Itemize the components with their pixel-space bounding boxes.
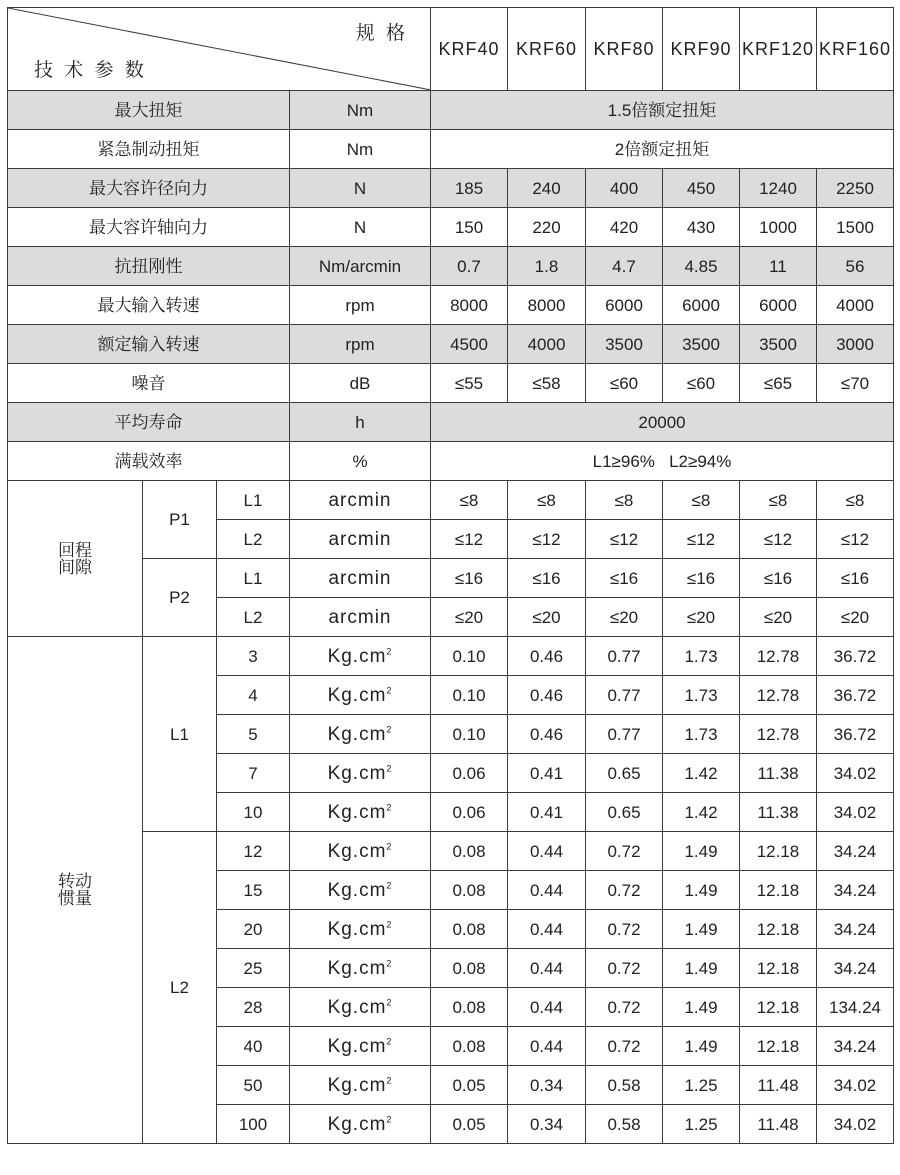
value-cell: 240 (508, 169, 586, 208)
ratio-label: 100 (217, 1105, 290, 1144)
unit-superscript: 2 (386, 997, 393, 1008)
value-cell: ≤12 (586, 520, 663, 559)
value-cell: 56 (817, 247, 894, 286)
value-cell: 0.08 (431, 910, 508, 949)
value-cell: 430 (663, 208, 740, 247)
merged-value-cell: 1.5倍额定扭矩 (431, 91, 894, 130)
value-cell: ≤8 (663, 481, 740, 520)
value-cell: 36.72 (817, 637, 894, 676)
value-cell: 1.8 (508, 247, 586, 286)
value-cell: 11 (740, 247, 817, 286)
value-cell: 1.73 (663, 676, 740, 715)
value-cell: 34.24 (817, 949, 894, 988)
value-cell: 12.18 (740, 910, 817, 949)
group-label-line: 转动 (58, 872, 92, 891)
value-cell: ≤16 (663, 559, 740, 598)
value-cell: 1.49 (663, 871, 740, 910)
value-cell: 6000 (663, 286, 740, 325)
inertia-unit (290, 754, 431, 793)
inertia-stage-label: L1 (143, 637, 217, 832)
parameter-unit: dB (290, 364, 431, 403)
unit-base: Kg.cm (327, 1035, 387, 1057)
value-cell: 0.72 (586, 832, 663, 871)
value-cell: 12.18 (740, 988, 817, 1027)
unit-superscript: 2 (386, 919, 393, 930)
value-cell: 1500 (817, 208, 894, 247)
value-cell: ≤12 (740, 520, 817, 559)
header-corner-cell (8, 8, 431, 91)
unit-superscript: 2 (386, 841, 393, 852)
value-cell: ≤8 (508, 481, 586, 520)
value-cell: 1.49 (663, 1027, 740, 1066)
parameter-name: 额定输入转速 (8, 325, 290, 364)
value-cell: 1.42 (663, 793, 740, 832)
value-cell: 36.72 (817, 715, 894, 754)
value-cell: 0.44 (508, 988, 586, 1027)
parameter-row (8, 169, 894, 208)
value-cell: 0.06 (431, 754, 508, 793)
backlash-group-label: P2 (143, 559, 217, 637)
group-label-line: 惯量 (58, 889, 92, 908)
parameter-name: 紧急制动扭矩 (8, 130, 290, 169)
parameter-name: 最大输入转速 (8, 286, 290, 325)
value-cell: 1.73 (663, 637, 740, 676)
value-cell: 0.58 (586, 1066, 663, 1105)
value-cell: 36.72 (817, 676, 894, 715)
merged-value-cell: 2倍额定扭矩 (431, 130, 894, 169)
value-cell: 4.7 (586, 247, 663, 286)
unit-base: Kg.cm (327, 957, 387, 979)
value-cell: ≤60 (663, 364, 740, 403)
value-cell: 11.38 (740, 754, 817, 793)
value-cell: 4.85 (663, 247, 740, 286)
value-cell: ≤16 (508, 559, 586, 598)
value-cell: 0.46 (508, 715, 586, 754)
parameter-name: 噪音 (8, 364, 290, 403)
value-cell: 12.78 (740, 676, 817, 715)
value-cell: 0.05 (431, 1066, 508, 1105)
parameter-row (8, 208, 894, 247)
value-cell: 1.49 (663, 988, 740, 1027)
backlash-unit: arcmin (290, 598, 431, 637)
model-header: KRF60 (508, 8, 586, 91)
value-cell: 1.42 (663, 754, 740, 793)
inertia-unit (290, 910, 431, 949)
value-cell: 0.41 (508, 793, 586, 832)
unit-superscript: 2 (386, 763, 393, 774)
model-header: KRF40 (431, 8, 508, 91)
parameter-name: 最大容许径向力 (8, 169, 290, 208)
parameter-name: 抗扭刚性 (8, 247, 290, 286)
value-cell: 1.49 (663, 910, 740, 949)
stage-label: L2 (217, 520, 290, 559)
parameter-header-label: 技 术 参 数 (34, 60, 147, 81)
parameter-unit: N (290, 208, 431, 247)
backlash-row (8, 481, 894, 520)
unit-superscript: 2 (386, 958, 393, 969)
value-cell: 0.05 (431, 1105, 508, 1144)
model-header: KRF80 (586, 8, 663, 91)
value-cell: 0.08 (431, 949, 508, 988)
value-cell: 0.08 (431, 1027, 508, 1066)
value-cell: 0.77 (586, 676, 663, 715)
value-cell: ≤65 (740, 364, 817, 403)
value-cell: 11.48 (740, 1105, 817, 1144)
unit-base: Kg.cm (327, 801, 387, 823)
value-cell: 0.10 (431, 676, 508, 715)
value-cell: 34.24 (817, 871, 894, 910)
inertia-unit (290, 871, 431, 910)
value-cell: ≤20 (431, 598, 508, 637)
value-cell: 11.38 (740, 793, 817, 832)
ratio-label: 4 (217, 676, 290, 715)
value-cell: 0.77 (586, 715, 663, 754)
value-cell: 185 (431, 169, 508, 208)
backlash-unit: arcmin (290, 559, 431, 598)
inertia-unit (290, 1027, 431, 1066)
value-cell: 8000 (508, 286, 586, 325)
unit-base: Kg.cm (327, 996, 387, 1018)
unit-superscript: 2 (386, 802, 393, 813)
parameter-unit: Nm (290, 91, 431, 130)
value-cell: ≤12 (817, 520, 894, 559)
parameter-row (8, 364, 894, 403)
value-cell: 0.08 (431, 832, 508, 871)
backlash-section-label (8, 481, 143, 637)
parameter-name: 最大扭矩 (8, 91, 290, 130)
value-cell: 0.08 (431, 988, 508, 1027)
unit-base: Kg.cm (327, 762, 387, 784)
value-cell: 12.78 (740, 715, 817, 754)
ratio-label: 3 (217, 637, 290, 676)
value-cell: 0.44 (508, 871, 586, 910)
parameter-unit: % (290, 442, 431, 481)
value-cell: 11.48 (740, 1066, 817, 1105)
value-cell: ≤12 (431, 520, 508, 559)
unit-base: Kg.cm (327, 840, 387, 862)
ratio-label: 25 (217, 949, 290, 988)
parameter-unit: N (290, 169, 431, 208)
value-cell: 0.72 (586, 1027, 663, 1066)
value-cell: 4000 (508, 325, 586, 364)
unit-superscript: 2 (386, 685, 393, 696)
value-cell: 0.58 (586, 1105, 663, 1144)
value-cell: 34.24 (817, 910, 894, 949)
value-cell: 1.25 (663, 1066, 740, 1105)
value-cell: 0.72 (586, 949, 663, 988)
parameter-row (8, 325, 894, 364)
value-cell: 12.78 (740, 637, 817, 676)
unit-base: Kg.cm (327, 1113, 387, 1135)
value-cell: 2250 (817, 169, 894, 208)
value-cell: 0.72 (586, 910, 663, 949)
value-cell: ≤20 (663, 598, 740, 637)
value-cell: 0.41 (508, 754, 586, 793)
value-cell: 12.18 (740, 949, 817, 988)
value-cell: 1240 (740, 169, 817, 208)
value-cell: 3500 (586, 325, 663, 364)
value-cell: 0.44 (508, 832, 586, 871)
inertia-stage-label: L2 (143, 832, 217, 1144)
inertia-row (8, 637, 894, 676)
value-cell: 34.24 (817, 1027, 894, 1066)
ratio-label: 28 (217, 988, 290, 1027)
value-cell: ≤12 (663, 520, 740, 559)
parameter-name: 最大容许轴向力 (8, 208, 290, 247)
model-header: KRF160 (817, 8, 894, 91)
unit-base: Kg.cm (327, 723, 387, 745)
stage-label: L2 (217, 598, 290, 637)
parameter-row (8, 286, 894, 325)
inertia-unit (290, 988, 431, 1027)
value-cell: 34.02 (817, 1066, 894, 1105)
ratio-label: 50 (217, 1066, 290, 1105)
ratio-label: 7 (217, 754, 290, 793)
inertia-unit (290, 793, 431, 832)
value-cell: 6000 (586, 286, 663, 325)
value-cell: 34.24 (817, 832, 894, 871)
parameter-unit: rpm (290, 325, 431, 364)
model-header: KRF90 (663, 8, 740, 91)
value-cell: 0.46 (508, 676, 586, 715)
parameter-row (8, 442, 894, 481)
inertia-unit (290, 1066, 431, 1105)
value-cell: ≤12 (508, 520, 586, 559)
value-cell: 134.24 (817, 988, 894, 1027)
value-cell: 3000 (817, 325, 894, 364)
value-cell: ≤16 (817, 559, 894, 598)
merged-value-cell: L1≥96% L2≥94% (431, 442, 894, 481)
value-cell: 1.73 (663, 715, 740, 754)
unit-superscript: 2 (386, 1114, 393, 1125)
value-cell: 400 (586, 169, 663, 208)
value-cell: 34.02 (817, 1105, 894, 1144)
value-cell: 4500 (431, 325, 508, 364)
unit-base: Kg.cm (327, 645, 387, 667)
stage-label: L1 (217, 481, 290, 520)
value-cell: 0.44 (508, 910, 586, 949)
value-cell: ≤20 (586, 598, 663, 637)
value-cell: 0.65 (586, 754, 663, 793)
value-cell: 0.10 (431, 637, 508, 676)
unit-base: Kg.cm (327, 879, 387, 901)
group-label-line: 间隙 (58, 557, 92, 577)
value-cell: 220 (508, 208, 586, 247)
value-cell: 12.18 (740, 871, 817, 910)
value-cell: 1.49 (663, 832, 740, 871)
unit-superscript: 2 (386, 1036, 393, 1047)
ratio-label: 5 (217, 715, 290, 754)
unit-base: Kg.cm (327, 684, 387, 706)
value-cell: 3500 (663, 325, 740, 364)
parameter-row (8, 130, 894, 169)
value-cell: 0.46 (508, 637, 586, 676)
value-cell: ≤16 (740, 559, 817, 598)
group-label-line: 回程 (58, 540, 92, 560)
value-cell: ≤60 (586, 364, 663, 403)
value-cell: ≤58 (508, 364, 586, 403)
inertia-section-label (8, 637, 143, 1144)
value-cell: 0.77 (586, 637, 663, 676)
stage-label: L1 (217, 559, 290, 598)
unit-superscript: 2 (386, 646, 393, 657)
spec-header-label: 规 格 (355, 23, 408, 44)
value-cell: 0.06 (431, 793, 508, 832)
value-cell: 6000 (740, 286, 817, 325)
value-cell: 0.44 (508, 1027, 586, 1066)
ratio-label: 20 (217, 910, 290, 949)
value-cell: 1000 (740, 208, 817, 247)
ratio-label: 40 (217, 1027, 290, 1066)
value-cell: 0.44 (508, 949, 586, 988)
value-cell: 0.10 (431, 715, 508, 754)
value-cell: 0.34 (508, 1066, 586, 1105)
value-cell: 0.08 (431, 871, 508, 910)
value-cell: ≤20 (508, 598, 586, 637)
value-cell: ≤16 (586, 559, 663, 598)
value-cell: ≤70 (817, 364, 894, 403)
value-cell: 8000 (431, 286, 508, 325)
value-cell: 0.72 (586, 871, 663, 910)
inertia-unit (290, 1105, 431, 1144)
value-cell: 0.65 (586, 793, 663, 832)
parameter-unit: h (290, 403, 431, 442)
value-cell: 450 (663, 169, 740, 208)
value-cell: ≤16 (431, 559, 508, 598)
value-cell: 1.49 (663, 949, 740, 988)
unit-superscript: 2 (386, 880, 393, 891)
parameter-unit: Nm/arcmin (290, 247, 431, 286)
parameter-name: 满载效率 (8, 442, 290, 481)
merged-value-cell: 20000 (431, 403, 894, 442)
inertia-unit (290, 949, 431, 988)
parameter-row (8, 91, 894, 130)
model-header: KRF120 (740, 8, 817, 91)
value-cell: 12.18 (740, 1027, 817, 1066)
backlash-group-label: P1 (143, 481, 217, 559)
value-cell: 150 (431, 208, 508, 247)
unit-superscript: 2 (386, 1075, 393, 1086)
header-row (8, 8, 894, 91)
value-cell: ≤20 (740, 598, 817, 637)
value-cell: ≤8 (740, 481, 817, 520)
ratio-label: 10 (217, 793, 290, 832)
inertia-unit (290, 832, 431, 871)
inertia-unit (290, 715, 431, 754)
unit-base: Kg.cm (327, 918, 387, 940)
value-cell: 3500 (740, 325, 817, 364)
ratio-label: 12 (217, 832, 290, 871)
backlash-unit: arcmin (290, 481, 431, 520)
ratio-label: 15 (217, 871, 290, 910)
value-cell: ≤20 (817, 598, 894, 637)
value-cell: 420 (586, 208, 663, 247)
inertia-unit (290, 637, 431, 676)
parameter-unit: rpm (290, 286, 431, 325)
value-cell: ≤8 (431, 481, 508, 520)
parameter-unit: Nm (290, 130, 431, 169)
value-cell: 0.34 (508, 1105, 586, 1144)
value-cell: 0.7 (431, 247, 508, 286)
value-cell: ≤55 (431, 364, 508, 403)
value-cell: 4000 (817, 286, 894, 325)
value-cell: ≤8 (817, 481, 894, 520)
value-cell: 34.02 (817, 793, 894, 832)
value-cell: 0.72 (586, 988, 663, 1027)
value-cell: 34.02 (817, 754, 894, 793)
parameter-name: 平均寿命 (8, 403, 290, 442)
parameter-row (8, 403, 894, 442)
value-cell: ≤8 (586, 481, 663, 520)
unit-superscript: 2 (386, 724, 393, 735)
unit-base: Kg.cm (327, 1074, 387, 1096)
backlash-unit: arcmin (290, 520, 431, 559)
value-cell: 1.25 (663, 1105, 740, 1144)
spec-table (7, 7, 894, 1144)
parameter-row (8, 247, 894, 286)
value-cell: 12.18 (740, 832, 817, 871)
inertia-unit (290, 676, 431, 715)
